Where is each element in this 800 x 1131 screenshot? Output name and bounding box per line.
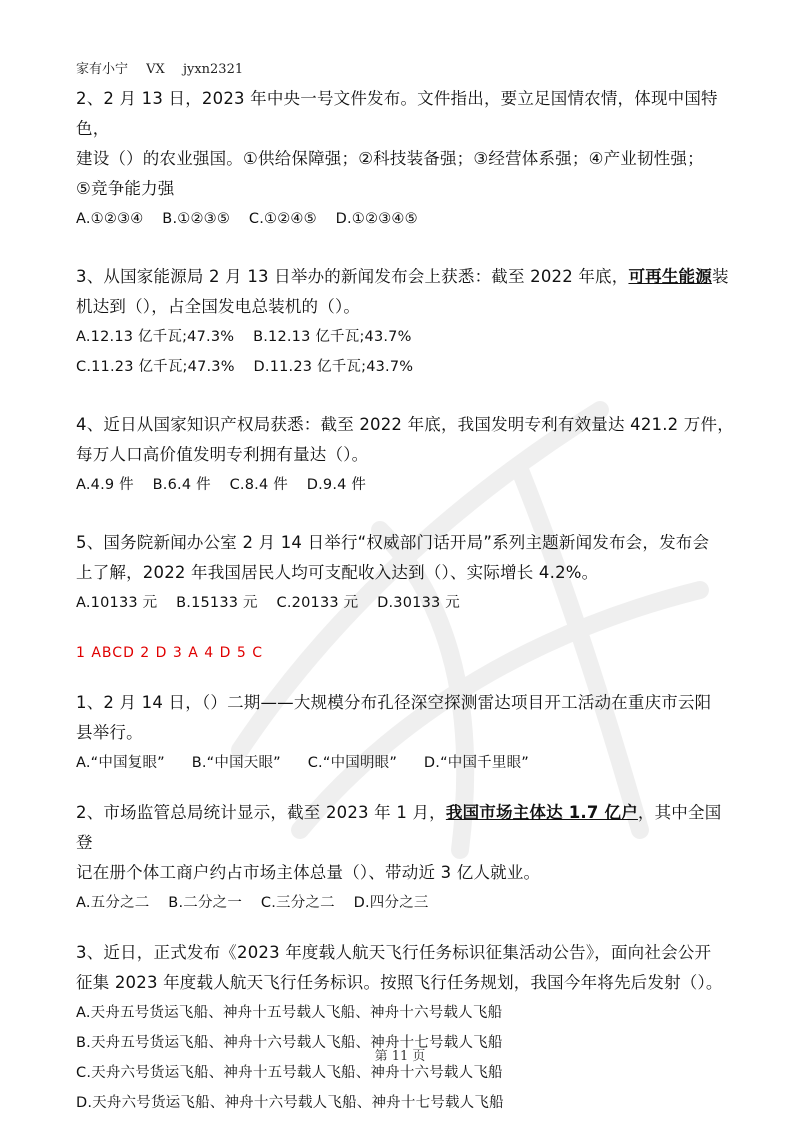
option-row [76, 204, 736, 234]
option-b: B.12.13 亿千瓦;43.7% [253, 329, 412, 345]
option-a: A.10133 元 [76, 595, 158, 611]
question-text: 记在册个体工商户约占市场主体总量（）、带动近 3 亿人就业。 [76, 863, 541, 882]
question-text-part: ，其中全国登 [76, 803, 722, 852]
question-text: 1、2 月 14 日，（）二期——大规模分布孔径深空探测雷达项目开工活动在重庆市云阳 [76, 693, 712, 712]
question-text: 机达到（），占全国发电总装机的（）。 [76, 297, 361, 316]
option-row [76, 470, 736, 500]
option-c: C.三分之二 [260, 895, 335, 911]
option-c: C.11.23 亿千瓦;47.3% [76, 359, 235, 375]
question-text: 3、近日，正式发布《2023 年度载人航天飞行任务标识征集活动公告》，面向社会公开 [76, 943, 712, 962]
option-row [76, 588, 736, 618]
underlined-keyword: 我国市场主体达 1.7 亿户 [445, 803, 638, 822]
option-c: C.“中国明眼” [307, 755, 398, 771]
option-b: B.15133 元 [176, 595, 258, 611]
option-b: B.“中国天眼” [191, 755, 281, 771]
option-a: A.五分之二 [76, 895, 150, 911]
question-text: 4、近日从国家知识产权局获悉：截至 2022 年底，我国发明专利有效量达 421.2 万件， [76, 415, 734, 434]
option-b: B.①②③⑤ [162, 211, 231, 227]
question-text: 县举行。 [76, 723, 143, 742]
question-text-part: 3、从国家能源局 2 月 13 日举办的新闻发布会上获悉：截至 2022 年底， [76, 267, 629, 286]
option-d: D.天舟六号货运飞船、神舟十六号载人飞船、神舟十七号载人飞船 [76, 1095, 504, 1111]
option-d: D.四分之三 [353, 895, 429, 911]
option-d: D.①②③④⑤ [335, 211, 418, 227]
question-text: 上了解，2022 年我国居民人均可支配收入达到（）、实际增长 4.2%。 [76, 563, 599, 582]
option-d: D.9.4 件 [306, 477, 367, 493]
option-d: D.30133 元 [377, 595, 460, 611]
page-header [76, 58, 257, 77]
option-b: B.二分之一 [168, 895, 243, 911]
option-d: D.“中国千里眼” [423, 755, 529, 771]
question-text: 建设（）的农业强国。①供给保障强；②科技装备强；③经营体系强；④产业韧性强； [76, 149, 704, 168]
question-text: 5、国务院新闻办公室 2 月 14 日举行“权威部门话开局”系列主题新闻发布会，发布会 [76, 533, 710, 552]
question-text: ⑤竞争能力强 [76, 179, 175, 198]
question-4-block1 [76, 410, 736, 500]
question-text-part: 2、市场监管总局统计显示，截至 2023 年 1 月， [76, 803, 446, 822]
question-3-block2 [76, 938, 736, 1118]
option-row [76, 322, 736, 352]
option-a: A.①②③④ [76, 211, 144, 227]
header-vx: VX [146, 62, 165, 77]
option-b: B.6.4 件 [152, 477, 211, 493]
option-a: A.“中国复眼” [76, 755, 165, 771]
question-3-block1 [76, 262, 736, 382]
question-text [76, 262, 736, 292]
option-c: C.20133 元 [276, 595, 359, 611]
header-id: jyxn2321 [182, 62, 244, 77]
option-row [76, 888, 736, 918]
question-text [76, 798, 736, 858]
question-5-block1 [76, 528, 736, 618]
option-b: B.天舟五号货运飞船、神舟十六号载人飞船、神舟十七号载人飞船 [76, 1035, 503, 1051]
page-number: 第 11 页 [374, 1049, 426, 1064]
question-text: 征集 2023 年度载人航天飞行任务标识。按照飞行任务规划，我国今年将先后发射（）。 [76, 973, 723, 992]
underlined-keyword: 可再生能源 [628, 267, 712, 286]
question-text-part: 装 [711, 267, 729, 286]
question-content [76, 84, 736, 1118]
option-d: D.11.23 亿千瓦;43.7% [253, 359, 414, 375]
option-a: A.天舟五号货运飞船、神舟十五号载人飞船、神舟十六号载人飞船 [76, 1005, 503, 1021]
option-row [76, 352, 736, 382]
option-c: C.8.4 件 [229, 477, 288, 493]
answer-key: 1 ABCD 2 D 3 A 4 D 5 C [76, 645, 263, 661]
question-2-block2 [76, 798, 736, 918]
option-c: C.①②④⑤ [248, 211, 317, 227]
option-c: C.天舟六号货运飞船、神舟十五号载人飞船、神舟十六号载人飞船 [76, 1065, 503, 1081]
question-text: 2、2 月 13 日，2023 年中央一号文件发布。文件指出，要立足国情农情，体现中国特色， [76, 89, 718, 138]
question-1-block2 [76, 688, 736, 778]
header-name: 家有小宁 [76, 62, 129, 77]
option-a: A.12.13 亿千瓦;47.3% [76, 329, 235, 345]
option-row [76, 748, 736, 778]
option-a: A.4.9 件 [76, 477, 134, 493]
question-2-block1 [76, 84, 736, 234]
question-text: 每万人口高价值发明专利拥有量达（）。 [76, 445, 369, 464]
